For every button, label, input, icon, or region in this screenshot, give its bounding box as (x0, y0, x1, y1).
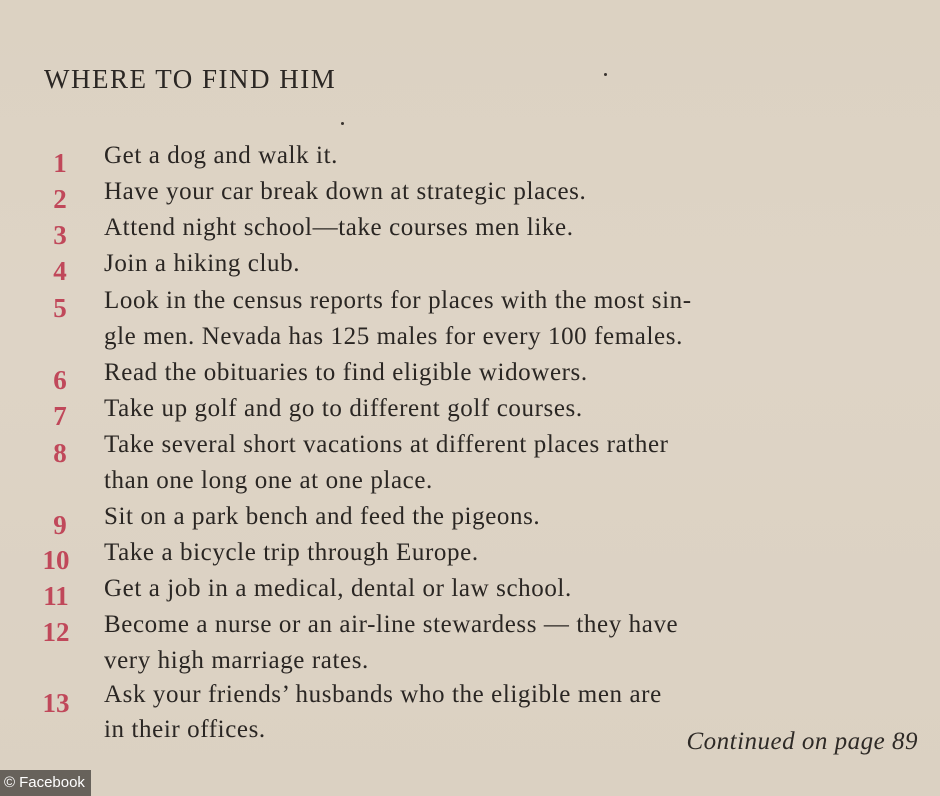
item-number: 5 (53, 293, 67, 323)
item-number: 1 (53, 148, 67, 178)
item-number: 9 (53, 510, 67, 540)
item-text: Take several short vacations at different places rather (104, 431, 669, 458)
item-number: 3 (53, 220, 67, 250)
ink-speck (604, 73, 607, 76)
item-text: in their offices. (104, 716, 266, 743)
credit-text: Facebook (19, 774, 85, 791)
item-number: 8 (53, 438, 67, 468)
item-text: Have your car break down at strategic places. (104, 178, 587, 205)
item-number: 4 (53, 256, 67, 286)
item-text: gle men. Nevada has 125 males for every 100 females. (104, 323, 683, 350)
item-text: Take a bicycle trip through Europe. (104, 539, 479, 566)
item-number: 2 (53, 184, 67, 214)
item-text: Attend night school—take courses men like. (104, 214, 574, 241)
item-number: 11 (43, 581, 69, 611)
item-text: Get a dog and walk it. (104, 142, 338, 169)
photo-credit (0, 770, 91, 796)
page-heading: WHERE TO FIND HIM (44, 64, 337, 94)
item-number: 7 (53, 401, 67, 431)
item-text: Take up golf and go to different golf courses. (104, 395, 583, 422)
item-text: Join a hiking club. (104, 250, 301, 277)
copyright-icon: © (4, 774, 16, 791)
item-text: Read the obituaries to find eligible widowers. (104, 359, 588, 386)
continued-note: Continued on page 89 (686, 728, 918, 755)
item-text: very high marriage rates. (104, 647, 369, 674)
item-text: Become a nurse or an air-line stewardess — they have (104, 611, 679, 638)
item-text: Get a job in a medical, dental or law school. (104, 575, 572, 602)
item-number: 13 (42, 688, 70, 718)
item-number: 10 (42, 545, 70, 575)
item-text: Look in the census reports for places with the most sin- (104, 287, 692, 314)
item-text: Sit on a park bench and feed the pigeons. (104, 503, 541, 530)
item-number: 6 (53, 365, 67, 395)
item-text: Ask your friends’ husbands who the eligible men are (104, 681, 662, 708)
ink-speck (341, 122, 344, 125)
item-text: than one long one at one place. (104, 467, 433, 494)
item-number: 12 (42, 617, 70, 647)
